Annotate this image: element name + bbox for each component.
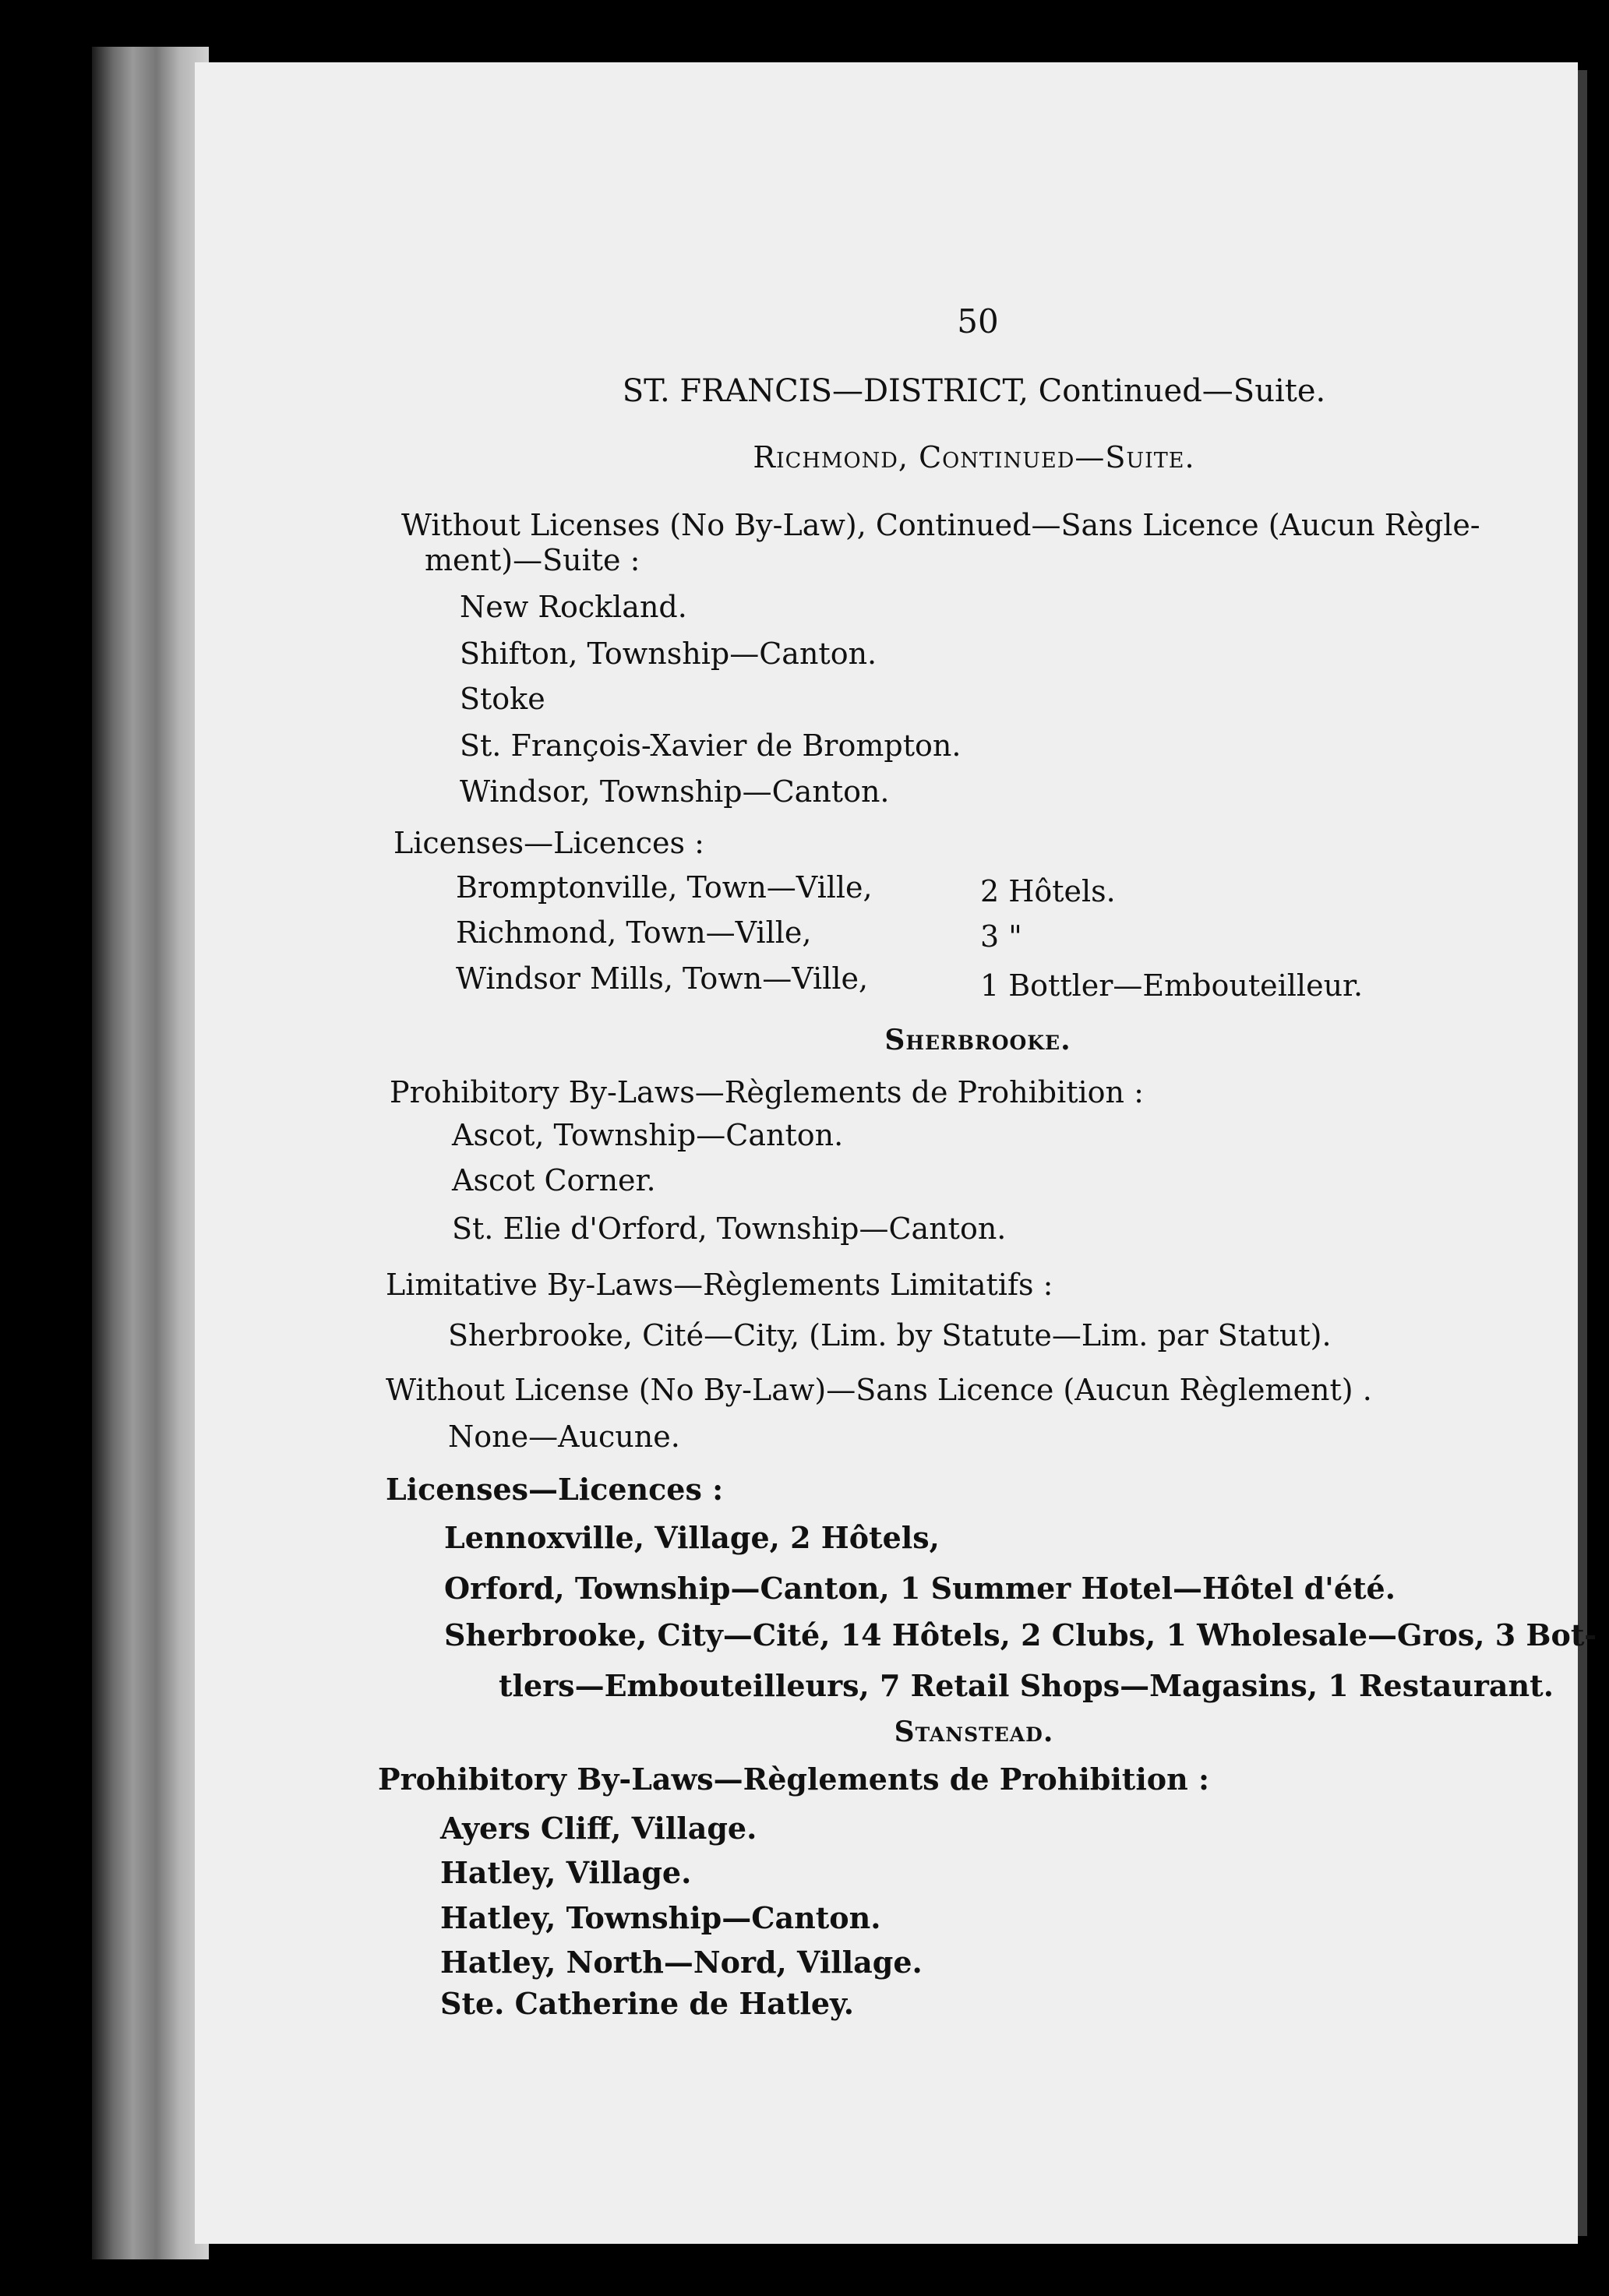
licenses-heading: Licenses—Licences : <box>393 826 704 860</box>
section-subtitle: Richmond, Continued—Suite. <box>753 440 1195 474</box>
sherbrooke-title: Sherbrooke. <box>884 1024 1071 1056</box>
list-item: Ascot Corner. <box>452 1163 656 1197</box>
without-licenses-heading-cont: ment)—Suite : <box>425 543 640 577</box>
license-count: 3 " <box>980 919 1022 954</box>
list-item: New Rockland. <box>460 590 687 624</box>
license-place: Bromptonville, Town—Ville, <box>456 870 873 905</box>
without-licenses-heading: Without Licenses (No By-Law), Continued—Sans Licence (Aucun Règle- <box>401 508 1480 542</box>
list-item: Windsor, Township—Canton. <box>460 774 890 809</box>
license-count: 2 Hôtels. <box>980 874 1116 908</box>
list-item: Sherbrooke, Cité—City, (Lim. by Statute—Lim. par Statut). <box>448 1318 1332 1353</box>
prohibitory-heading: Prohibitory By-Laws—Règlements de Prohibition : <box>390 1075 1144 1109</box>
license-count: 1 Bottler—Embouteilleur. <box>980 968 1364 1003</box>
list-item: Lennoxville, Village, 2 Hôtels, <box>444 1520 940 1555</box>
limitative-heading: Limitative By-Laws—Règlements Limitatifs : <box>386 1268 1053 1302</box>
list-item: None—Aucune. <box>448 1420 680 1454</box>
list-item: Orford, Township—Canton, 1 Summer Hotel—Hôtel d'été. <box>444 1571 1396 1606</box>
list-item: Stoke <box>460 682 545 716</box>
prohibitory-heading: Prohibitory By-Laws—Règlements de Prohibition : <box>378 1762 1209 1797</box>
list-item: Hatley, Village. <box>440 1855 692 1890</box>
list-item: Sherbrooke, City—Cité, 14 Hôtels, 2 Clubs, 1 Wholesale—Gros, 3 Bot- <box>444 1617 1597 1652</box>
licenses-heading: Licenses—Licences : <box>386 1472 724 1507</box>
list-item: Ste. Catherine de Hatley. <box>440 1986 854 2021</box>
list-item: Hatley, Township—Canton. <box>440 1900 881 1935</box>
list-item: St. François-Xavier de Brompton. <box>460 728 962 763</box>
license-place: Richmond, Town—Ville, <box>456 915 812 950</box>
section-title: ST. FRANCIS—DISTRICT, Continued—Suite. <box>622 373 1326 409</box>
without-license-heading: Without License (No By-Law)—Sans Licence (Aucun Règlement) . <box>386 1373 1372 1407</box>
list-item: Shifton, Township—Canton. <box>460 637 877 671</box>
list-item: Hatley, North—Nord, Village. <box>440 1945 923 1980</box>
list-item: Ayers Cliff, Village. <box>440 1811 757 1846</box>
list-item: Ascot, Township—Canton. <box>452 1118 844 1152</box>
list-item-cont: tlers—Embouteilleurs, 7 Retail Shops—Magasins, 1 Restaurant. <box>499 1668 1554 1703</box>
stanstead-title: Stanstead. <box>894 1716 1054 1748</box>
page-number: 50 <box>957 302 999 340</box>
book-binding <box>92 47 209 2259</box>
page-edge <box>1578 70 1587 2236</box>
license-place: Windsor Mills, Town—Ville, <box>456 961 869 996</box>
list-item: St. Elie d'Orford, Township—Canton. <box>452 1211 1007 1246</box>
